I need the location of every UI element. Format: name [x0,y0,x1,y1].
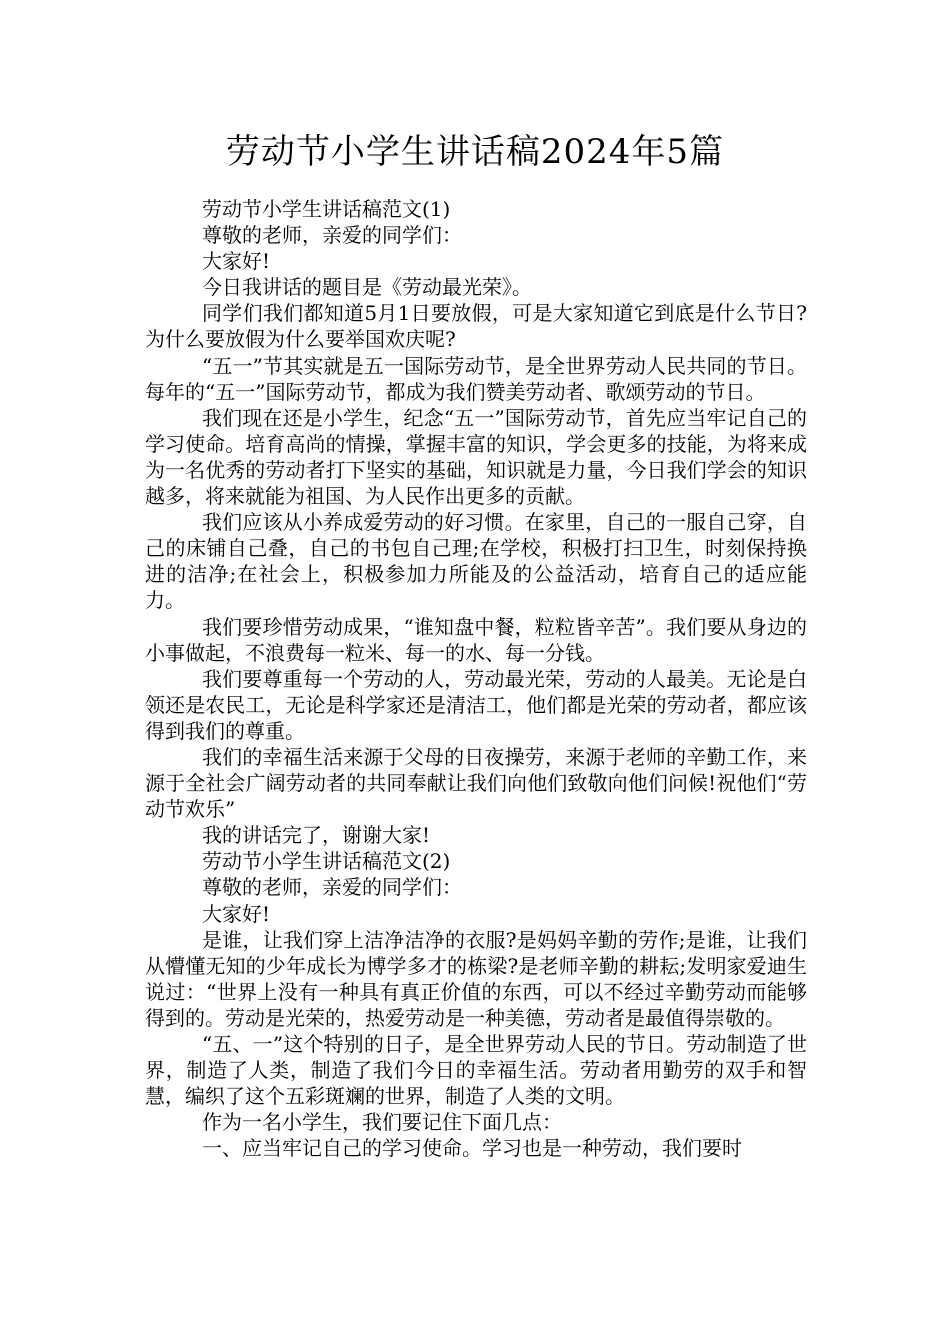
paragraph: 我们应该从小养成爱劳动的好习惯。在家里，自己的一服自己穿，自己的床铺自己叠，自己的书包自己理;在学校，积极打扫卫生，时刻保持换进的洁净;在社会上，积极参加力所能及的公益活动，培育自己的适应能力。 [145,510,807,613]
document-body [145,196,807,1161]
paragraph: 大家好! [202,249,271,274]
document-title: 劳动节小学生讲话稿2024年5篇 [225,132,725,172]
paragraph: 大家好! [202,901,271,926]
paragraph: 我们要尊重每一个劳动的人，劳动最光荣，劳动的人最美。无论是白领还是农民工，无论是科学家还是清洁工，他们都是光荣的劳动者，都应该得到我们的尊重。 [145,666,807,743]
paragraph: 我们的幸福生活来源于父母的日夜操劳，来源于老师的辛勤工作，来源于全社会广阔劳动者的共同奉献让我们向他们致敬向他们问候!祝他们“劳动节欢乐” [145,744,807,822]
paragraph: “五、一”这个特别的日子，是全世界劳动人民的节日。劳动制造了世界，制造了人类，制造了我们今日的幸福生活。劳动者用勤劳的双手和智慧，编织了这个五彩斑斓的世界，制造了人类的文明。 [145,1032,807,1109]
paragraph: “五一”节其实就是五一国际劳动节，是全世界劳动人民共同的节日。每年的“五一”国际劳动节，都成为我们赞美劳动者、歌颂劳动的节日。 [145,353,807,404]
paragraph: 尊敬的老师，亲爱的同学们： [202,223,462,248]
paragraph: 我们要珍惜劳动成果，“谁知盘中餐，粒粒皆辛苦”。我们要从身边的小事做起，不浪费每一粒米、每一的水、每一分钱。 [145,614,807,665]
paragraph: 劳动节小学生讲话稿范文(2) [202,849,451,874]
paragraph: 今日我讲话的题目是《劳动最光荣》。 [202,275,532,300]
paragraph: 同学们我们都知道5月1日要放假，可是大家知道它到底是什么节日?为什么要放假为什么要举国欢庆呢? [145,301,807,352]
paragraph: 我们现在还是小学生，纪念“五一”国际劳动节，首先应当牢记自己的学习使命。培育高尚的情操，掌握丰富的知识，学会更多的技能，为将来成为一名优秀的劳动者打下坚实的基础，知识就是力量，今日我们学会的知识越多，将来就能为祖国、为人民作出更多的贡献。 [145,405,807,509]
paragraph: 一、应当牢记自己的学习使命。学习也是一种劳动，我们要时 [202,1136,742,1161]
paragraph: 劳动节小学生讲话稿范文(1) [202,197,451,221]
paragraph: 我的讲话完了，谢谢大家! [202,823,431,848]
paragraph: 作为一名小学生，我们要记住下面几点： [202,1110,562,1135]
paragraph: 尊敬的老师，亲爱的同学们： [202,875,462,900]
paragraph: 是谁，让我们穿上洁净洁净的衣服?是妈妈辛勤的劳作;是谁，让我们从懵懂无知的少年成长为博学多才的栋梁?是老师辛勤的耕耘;发明家爱迪生说过：“世界上没有一种具有真正价值的东西，可以不经过辛勤劳动而能够得到的。劳动是光荣的，热爱劳动是一种美德，劳动者是最值得崇敬的。 [145,927,807,1030]
